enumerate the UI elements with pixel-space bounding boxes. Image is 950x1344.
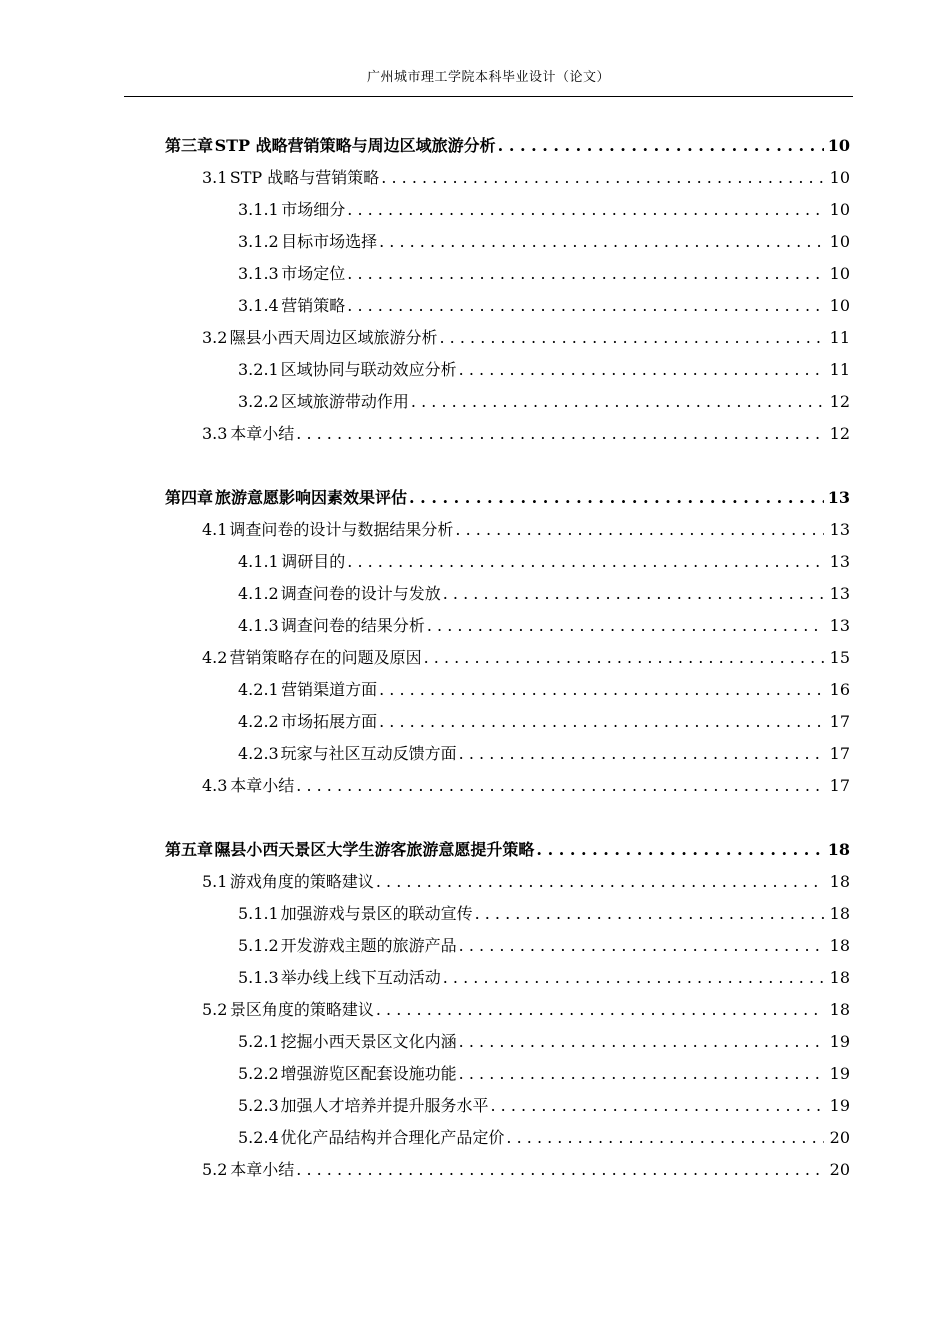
toc-dot-leader — [443, 582, 824, 606]
toc-subsection-entry[interactable] — [238, 294, 850, 318]
toc-subsection-entry[interactable] — [238, 262, 850, 286]
toc-entry-number: 3.1.4 — [238, 296, 279, 315]
toc-section-entry[interactable] — [202, 646, 850, 670]
toc-entry-number: 3.1.1 — [238, 200, 279, 219]
toc-entry-title: 本章小结 — [230, 1160, 295, 1179]
toc-dot-leader — [443, 966, 824, 990]
toc-page-number: 12 — [829, 424, 850, 443]
toc-subsection-entry[interactable] — [238, 710, 850, 734]
toc-entry-title: 营销策略存在的问题及原因 — [229, 648, 422, 667]
toc-entry-title: 开发游戏主题的旅游产品 — [280, 936, 457, 955]
toc-page-number: 18 — [829, 872, 850, 891]
toc-page-number: 13 — [829, 616, 850, 635]
toc-page-number: 10 — [829, 264, 850, 283]
toc-entry-title: 加强游戏与景区的联动宣传 — [280, 904, 473, 923]
toc-entry-number: 3.1.3 — [238, 264, 279, 283]
toc-page-number: 13 — [827, 488, 850, 507]
toc-entry-number: 5.2.1 — [238, 1032, 279, 1051]
toc-dot-leader — [427, 614, 824, 638]
toc-page-number: 10 — [829, 232, 850, 251]
toc-section-entry[interactable] — [202, 998, 850, 1022]
toc-entry-title: 隰县小西天景区大学生游客旅游意愿提升策略 — [214, 840, 535, 859]
toc-dot-leader — [296, 1158, 824, 1182]
toc-entry-number: 3.1 — [202, 168, 228, 187]
toc-chapter-entry[interactable] — [165, 838, 850, 862]
toc-entry-title: 调研目的 — [281, 552, 346, 571]
toc-dot-leader — [459, 1030, 824, 1054]
toc-page-number: 19 — [829, 1032, 850, 1051]
toc-dot-leader — [506, 1126, 824, 1150]
toc-entry-title: 游戏角度的策略建议 — [229, 872, 374, 891]
toc-subsection-entry[interactable] — [238, 934, 850, 958]
toc-entry-number: 5.2.3 — [238, 1096, 279, 1115]
toc-page-number: 19 — [829, 1096, 850, 1115]
toc-entry-number: 3.2.2 — [238, 392, 279, 411]
toc-dot-leader — [379, 678, 824, 702]
toc-page-number: 19 — [829, 1064, 850, 1083]
toc-entry-number: 4.2.1 — [238, 680, 279, 699]
toc-entry-title: 市场定位 — [281, 264, 346, 283]
toc-entry-title: 市场拓展方面 — [281, 712, 378, 731]
toc-page-number: 15 — [829, 648, 850, 667]
toc-entry-title: 区域旅游带动作用 — [280, 392, 409, 411]
toc-entry-title: 本章小结 — [230, 424, 295, 443]
toc-page-number: 17 — [829, 776, 850, 795]
toc-subsection-entry[interactable] — [238, 966, 850, 990]
toc-entry-number: 5.2.4 — [238, 1128, 279, 1147]
toc-entry-title: 优化产品结构并合理化产品定价 — [280, 1128, 505, 1147]
toc-subsection-entry[interactable] — [238, 582, 850, 606]
toc-section-entry[interactable] — [202, 166, 850, 190]
toc-dot-leader — [296, 422, 824, 446]
toc-dot-leader — [379, 710, 824, 734]
toc-page-number: 11 — [829, 328, 850, 347]
toc-entry-number: 第三章 — [165, 136, 214, 155]
toc-entry-number: 第五章 — [165, 840, 214, 859]
toc-page-number: 18 — [829, 936, 850, 955]
toc-entry-title: 增强游览区配套设施功能 — [280, 1064, 457, 1083]
toc-page-number: 17 — [829, 712, 850, 731]
toc-entry-number: 4.1.1 — [238, 552, 279, 571]
toc-subsection-entry[interactable] — [238, 390, 850, 414]
toc-subsection-entry[interactable] — [238, 198, 850, 222]
toc-dot-leader — [440, 326, 825, 350]
toc-entry-title: 挖掘小西天景区文化内涵 — [280, 1032, 457, 1051]
toc-dot-leader — [376, 998, 824, 1022]
toc-entry-number: 5.2.2 — [238, 1064, 279, 1083]
toc-dot-leader — [459, 1062, 824, 1086]
toc-entry-title: 调查问卷的设计与数据结果分析 — [229, 520, 454, 539]
page-header: 广州城市理工学院本科毕业设计（论文） — [366, 70, 610, 85]
toc-entry-title: 调查问卷的设计与发放 — [280, 584, 441, 603]
toc-page-number: 18 — [829, 968, 850, 987]
toc-subsection-entry[interactable] — [238, 1126, 850, 1150]
toc-subsection-entry[interactable] — [238, 742, 850, 766]
toc-dot-leader — [347, 550, 824, 574]
toc-page-number: 16 — [829, 680, 850, 699]
toc-entry-title: 景区角度的策略建议 — [229, 1000, 374, 1019]
toc-dot-leader — [409, 486, 824, 510]
toc-section-entry[interactable] — [202, 870, 850, 894]
toc-subsection-entry[interactable] — [238, 1094, 850, 1118]
toc-page-number: 18 — [829, 904, 850, 923]
toc-entry-number: 4.1.2 — [238, 584, 279, 603]
toc-chapter-entry[interactable] — [165, 134, 850, 158]
toc-entry-title: 区域协同与联动效应分析 — [280, 360, 457, 379]
toc-subsection-entry[interactable] — [238, 614, 850, 638]
toc-subsection-entry[interactable] — [238, 550, 850, 574]
toc-subsection-entry[interactable] — [238, 1030, 850, 1054]
toc-subsection-entry[interactable] — [238, 358, 850, 382]
toc-page-number: 13 — [829, 584, 850, 603]
toc-entry-title: 调查问卷的结果分析 — [280, 616, 425, 635]
toc-page-number: 10 — [827, 136, 850, 155]
toc-page-number: 10 — [829, 296, 850, 315]
toc-entry-number: 4.2.3 — [238, 744, 279, 763]
toc-page-number: 17 — [829, 744, 850, 763]
toc-section-entry[interactable] — [202, 326, 850, 350]
toc-entry-title: 隰县小西天周边区域旅游分析 — [229, 328, 438, 347]
toc-entry-title: 举办线上线下互动活动 — [280, 968, 441, 987]
toc-page-number: 18 — [827, 840, 850, 859]
toc-dot-leader — [347, 262, 824, 286]
toc-dot-leader — [381, 166, 824, 190]
toc-dot-leader — [296, 774, 824, 798]
toc-page-number: 12 — [829, 392, 850, 411]
toc-entry-title: 营销策略 — [281, 296, 346, 315]
toc-entry-number: 3.3 — [202, 424, 228, 443]
toc-entry-title: 旅游意愿影响因素效果评估 — [215, 488, 408, 507]
toc-chapter-entry[interactable] — [165, 486, 850, 510]
toc-dot-leader — [536, 838, 823, 862]
toc-entry-title: STP 战略与营销策略 — [229, 168, 380, 187]
toc-entry-number: 4.2 — [202, 648, 228, 667]
toc-entry-number: 4.2.2 — [238, 712, 279, 731]
toc-section-entry[interactable] — [202, 774, 850, 798]
toc-entry-number: 3.2 — [202, 328, 228, 347]
toc-entry-number: 5.1 — [202, 872, 228, 891]
toc-entry-title: 玩家与社区互动反馈方面 — [280, 744, 457, 763]
toc-dot-leader — [455, 518, 824, 542]
toc-dot-leader — [411, 390, 824, 414]
toc-subsection-entry[interactable] — [238, 902, 850, 926]
toc-dot-leader — [376, 870, 824, 894]
toc-subsection-entry[interactable] — [238, 230, 850, 254]
toc-dot-leader — [379, 230, 824, 254]
toc-dot-leader — [491, 1094, 825, 1118]
toc-dot-leader — [459, 742, 824, 766]
toc-entry-number: 5.1.3 — [238, 968, 279, 987]
toc-page-number: 13 — [829, 552, 850, 571]
toc-entry-number: 3.2.1 — [238, 360, 279, 379]
toc-section-entry[interactable] — [202, 1158, 850, 1182]
toc-entry-number: 5.1.2 — [238, 936, 279, 955]
toc-dot-leader — [498, 134, 824, 158]
toc-entry-title: 本章小结 — [230, 776, 295, 795]
toc-dot-leader — [475, 902, 824, 926]
toc-page-number: 20 — [829, 1128, 850, 1147]
toc-entry-title: 目标市场选择 — [281, 232, 378, 251]
toc-page-number: 20 — [829, 1160, 850, 1179]
toc-page-number: 11 — [829, 360, 850, 379]
toc-entry-number: 4.1.3 — [238, 616, 279, 635]
toc-entry-title: 营销渠道方面 — [281, 680, 378, 699]
toc-entry-number: 4.3 — [202, 776, 228, 795]
toc-section-entry[interactable] — [202, 422, 850, 446]
toc-dot-leader — [424, 646, 824, 670]
toc-page-number: 10 — [829, 168, 850, 187]
toc-page-number: 18 — [829, 1000, 850, 1019]
toc-dot-leader — [347, 294, 824, 318]
toc-subsection-entry[interactable] — [238, 678, 850, 702]
toc-section-entry[interactable] — [202, 518, 850, 542]
toc-entry-title: 市场细分 — [281, 200, 346, 219]
toc-entry-number: 3.1.2 — [238, 232, 279, 251]
toc-entry-number: 5.1.1 — [238, 904, 279, 923]
toc-entry-number: 5.2 — [202, 1160, 228, 1179]
toc-page-number: 10 — [829, 200, 850, 219]
toc-entry-title: STP 战略营销策略与周边区域旅游分析 — [214, 136, 496, 155]
toc-dot-leader — [459, 358, 824, 382]
toc-entry-title: 加强人才培养并提升服务水平 — [280, 1096, 489, 1115]
toc-dot-leader — [459, 934, 824, 958]
toc-entry-number: 第四章 — [165, 488, 214, 507]
toc-dot-leader — [347, 198, 824, 222]
toc-entry-number: 5.2 — [202, 1000, 228, 1019]
toc-subsection-entry[interactable] — [238, 1062, 850, 1086]
toc-entry-number: 4.1 — [202, 520, 228, 539]
toc-page-number: 13 — [829, 520, 850, 539]
